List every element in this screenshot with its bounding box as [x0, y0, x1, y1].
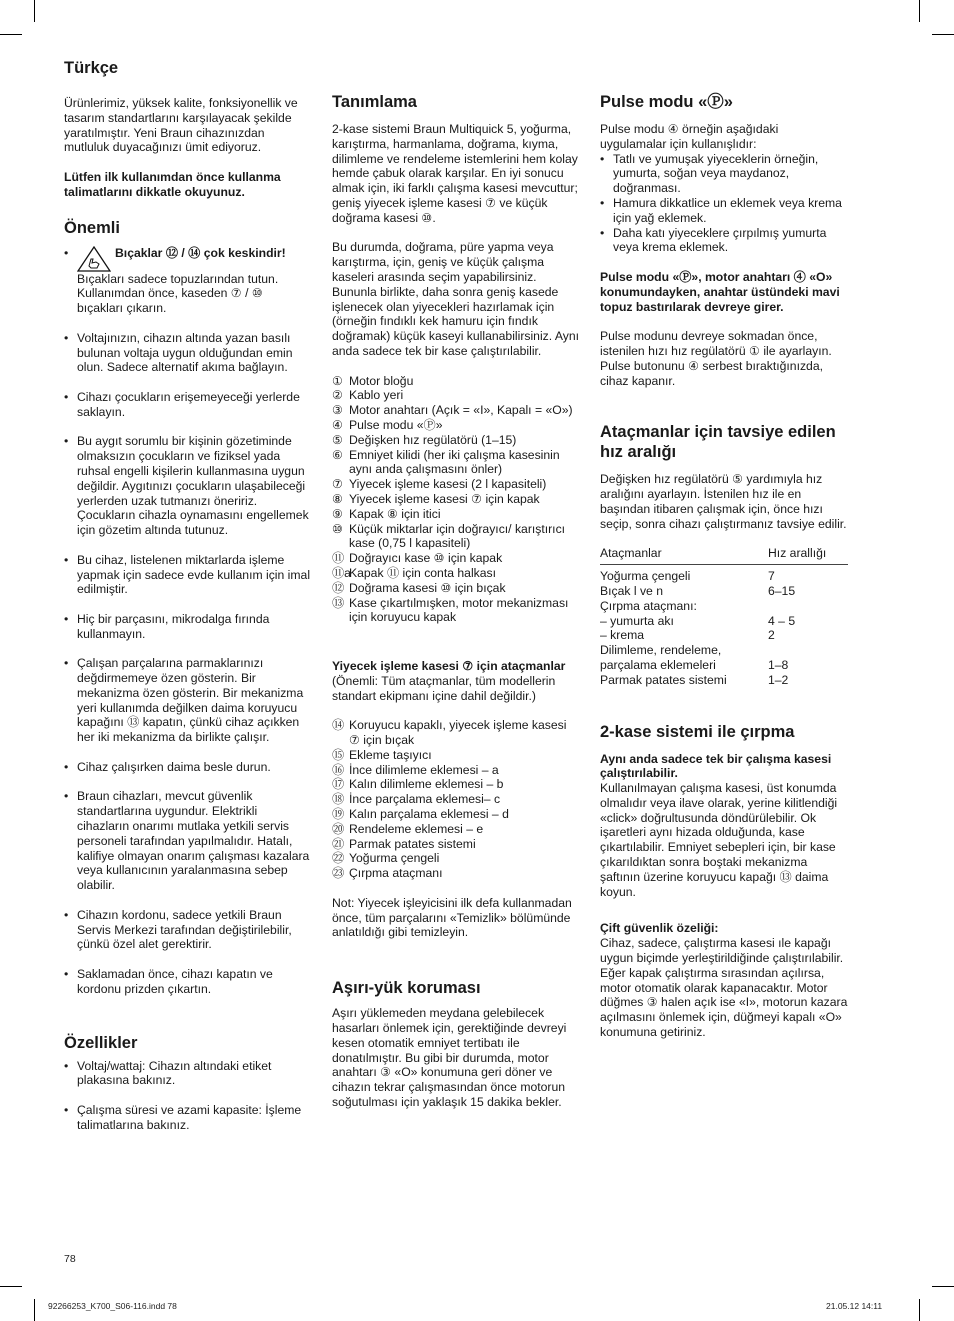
list-item: • Cihazın kordonu, sadece yetkili Braun Servis Merkezi tarafından değiştirilebilir, çünkü özel alet gerektirir. — [64, 908, 312, 952]
list-item: ⑩ Küçük miktarlar için doğrayıcı/ karıştırıcı kase (0,75 l kapasiteli) — [332, 521, 566, 551]
list-item: ⑤ Değişken hız regülatörü (1–15) — [332, 432, 517, 447]
safety-text: Cihaz, sadece, çalıştırma kasesi ıle kapağı uygun biçimde yerleştirildiğinde çalıştırılabilir. Eğer kapak çalıştırma sırasından açılırsa, motor otomatik olarak kapanacaktır. Motor düğmes ③ halen açık ise «I», motorun kazara açılmasını önlemek için, düğmeyi kapalı «O» konumuna getiriniz. — [600, 936, 848, 1040]
features-title: Özellikler — [64, 1033, 138, 1052]
list-item: ⑦ Yiyecek işleme kasesi (2 l kapasiteli) — [332, 477, 547, 492]
table-row: – yumurta akı 4 – 5 — [600, 613, 796, 628]
crop-mark — [919, 1299, 920, 1321]
speed-table-body — [600, 569, 848, 687]
table-row: Dilimleme, rendeleme, — [600, 643, 722, 658]
pulse-intro: Pulse modu ④ örneğin aşağıdaki uygulamalar için kullanışlıdır: — [600, 122, 779, 151]
overload-title: Aşırı-yük koruması — [332, 979, 481, 998]
list-item: • Hamura dikkatlice un eklemek veya krema için yağ eklemek. — [600, 196, 848, 226]
blades-warning-text: Bıçakları sadece topuzlarından tutun. Kullanımdan önce, kaseden ⑦ / ⑩ bıçakları çıkarın. — [77, 271, 279, 316]
list-item: • Cihazı çocukların erişemeyeceği yerlerde saklayın. — [64, 390, 312, 420]
list-item: • Daha katı yiyeceklere çırpılmış yumurta veya krema eklemek. — [600, 226, 848, 256]
crop-mark — [34, 0, 35, 22]
list-item: ⑨ Kapak ⑧ için itici — [332, 506, 441, 521]
attachments-note: (Önemli: Tüm ataçmanlar, tüm modellerin standart ekipmanı içine dahil değildir.) — [332, 673, 556, 703]
list-item: ⑳ Rendeleme eklemesi – e — [332, 821, 484, 836]
description-para-1: 2-kase sistemi Braun Multiquick 5, yoğurma, karıştırma, harmanlama, doğrama, kıyma, dilimleme ve rendeleme istemlerini hem kolay hemde çabuk olarak karşılar. En iyi sonucu almak için, iki farklı çalışma kasesi mevcuttur; geniş yiyecek işleme kasesi ⑦ ve küçük doğrama kasesi ⑩. — [332, 122, 578, 225]
list-item: ① Motor bloğu — [332, 373, 414, 388]
list-item: ③ Motor anahtarı (Açık = «I», Kapalı = «O») — [332, 403, 573, 418]
list-item: • Voltajınızın, cihazın altında yazan basılı bulunan voltaja uygun olduğundan emin olun. Sadece alternatif akıma bağlayın. — [64, 331, 312, 375]
crop-mark — [0, 1286, 22, 1287]
two-bowl-bold-text: Aynı anda sadece tek bir çalışma kasesi çalıştırılabilir. — [600, 751, 832, 781]
list-item: ㉓ Çırpma ataçmanı — [332, 866, 443, 881]
table-row: – krema 2 — [600, 628, 775, 643]
table-row: Yoğurma çengeli 7 — [600, 569, 775, 584]
description-title: Tanımlama — [332, 93, 417, 111]
list-item: ⑮ Ekleme taşıyıcı — [332, 747, 432, 762]
crop-mark — [0, 34, 22, 35]
page-number: 78 — [64, 1253, 76, 1265]
attachments-title: Yiyecek işleme kasesi ⑦ için ataçmanlar — [332, 659, 566, 674]
list-item: • Çalışan parçalarına parmaklarınızı değdirmemeye özen gösterin. Bir mekanizma özen gösterin. Bir mekanizma yeri kullanımda değilken daima koruyucu kapağını ⑬ kapatın, çünkü cihaz açıkken her iki mekanizma da birlikte çalışır. — [64, 656, 312, 745]
pulse-title: Pulse modu «Ⓟ» — [600, 93, 733, 111]
two-bowl-text: Kullanılmayan çalışma kasesi, üst konumda olmalıdır veya ilave olarak, yerine kilitlendiği «click» doğrultusunda döndürülebilir. Ok işaretleri aynı hizada olduğunda, kase çıkartılabilir. Emniyet sebepleri için, bir kase çıkarıldıktan sonra boştaki mekanizma şaftının üzerine koruyucu kapağı ⑬ daima koyun. — [600, 781, 838, 899]
list-item: ⑬ Kase çıkartılmışken, motor mekanizması için koruyucu kapak — [332, 595, 569, 625]
crop-mark — [932, 1286, 954, 1287]
list-item: • Tatlı ve yumuşak yiyeceklerin örneğin, yumurta, soğan veya maydanoz, doğranması. — [600, 152, 848, 196]
table-row: Çırpma ataçmanı: — [600, 598, 697, 613]
table-header-row — [600, 546, 848, 561]
list-item: ㉑ Parmak patates sistemi — [332, 836, 476, 851]
crop-mark — [932, 34, 954, 35]
column-3 — [600, 92, 848, 1040]
list-item: • Cihaz çalışırken daima besle durun. — [64, 760, 312, 775]
hand-warning-icon — [77, 246, 111, 272]
blades-warning-title: • Bıçaklar ⑫ / ⑭ çok keskindir! — [115, 245, 286, 260]
list-item: • Çalışma süresi ve azami kapasite: İşleme talimatlarına bakınız. — [64, 1103, 312, 1133]
table-header-cell: Hız arallığı — [768, 546, 827, 561]
parts-list — [332, 374, 580, 626]
attachments-list — [332, 718, 580, 881]
crop-mark — [919, 0, 920, 22]
table-row: Parmak patates sistemi 1–2 — [600, 672, 789, 687]
intro-bold-text: Lütfen ilk kullanımdan önce kullanma talimatlarını dikkatle okuyunuz. — [64, 169, 281, 199]
date-time: 21.05.12 14:11 — [826, 1301, 883, 1311]
overload-text: Aşırı yüklemeden meydana gelebilecek hasarları önlemek için, gerektiğinde devreyi kesen otomatik emniyet tertibatı ile donatılmıştır. Bu gibi bir durumda, motor anahtarı ③ «O» konumuna geri döner ve cihazın tekrar çalışmasından önce motorun soğutulması için yaklaşık 15 dakika bekler. — [332, 1006, 567, 1110]
list-item: ⑭ Koruyucu kapaklı, yiyecek işleme kasesi ⑦ için bıçak — [332, 718, 567, 748]
pulse-bold-text: Pulse modu «Ⓟ», motor anahtarı ④ «O» konumundayken, anahtar üstündeki mavi topuz bastırılarak devreye girer. — [600, 269, 840, 314]
table-row: parçalama eklemeleri 1–8 — [600, 657, 789, 672]
column-2 — [332, 92, 580, 1110]
table-rule — [600, 564, 848, 565]
list-item: ㉒ Yoğurma çengeli — [332, 851, 440, 866]
list-item: ⑪ Doğrayıcı kase ⑩ için kapak — [332, 551, 503, 566]
list-item: • Braun cihazları, mevcut güvenlik standartlarına uygundur. Elektrikli cihazların onarımı mutlaka yetkili servis personeli tarafından yapılmalıdır. Hatalı, kalifiye olmayan onarım çalışması kazalara veya kullanıcının yaralanmasına sebep olabilir. — [64, 789, 312, 893]
file-info: 92266253_K700_S06-116.indd 78 — [48, 1301, 177, 1311]
list-item: • Saklamadan önce, cihazı kapatın ve kordonu prizden çıkartın. — [64, 967, 312, 997]
description-para-2: Bu durumda, doğrama, püre yapma veya karıştırma, için, geniş ve küçük çalışma kaseleri arasında seçim yapabilirsiniz. Bununla birlikte, daha sonra geniş kasede işlenecek olan yiyecekleri hazırlamak için (örneğin fındıklı kek hamuru için fındık doğramak) küçük kaseyi kullanabilirsiniz. Aynı anda sadece tek bir kase çalıştırılabilir. — [332, 240, 580, 358]
blades-warning — [64, 246, 312, 316]
list-item: • Voltaj/wattaj: Cihazın altındaki etiket plakasına bakınız. — [64, 1059, 312, 1089]
column-1 — [64, 58, 312, 1133]
intro-text: Ürünlerimiz, yüksek kalite, fonksiyonellik ve tasarım standartlarını karşılayacak şekilde yaratılmıştır. Yeni Braun cihazınızdan mutluluk duyacağınızı ümit ediyoruz. — [64, 96, 298, 155]
list-item: • Bu cihaz, listelenen miktarlarda işleme yapmak için sadece evde kullanım için imal edilmiştir. — [64, 553, 312, 597]
list-item: ⑧ Yiyecek işleme kasesi ⑦ için kapak — [332, 491, 540, 506]
list-item: ⑲ Kalın parçalama eklemesi – d — [332, 807, 509, 822]
speed-title: Ataçmanlar için tavsiye edilen hız aralığı — [600, 423, 836, 462]
speed-intro: Değişken hız regülatörü ⑤ yardımıyla hız aralığını ayarlayın. İstenilen hız ile en başından itibaren çalışmak için, önce hızı seçip, sonra cihazı çalıştırmanız tavsiye edilir. — [600, 472, 847, 531]
list-item: ⑰ Kalın dilimleme eklemesi – b — [332, 777, 504, 792]
table-row: Bıçak l ve n 6–15 — [600, 583, 796, 598]
list-item: ② Kablo yeri — [332, 388, 404, 403]
list-item: • Bu aygıt sorumlu bir kişinin gözetiminde olmaksızın çocukların ve fiziksel yada ruhsal engelli kişilerin kullanmasına uygun değildir. Aygıtınızı çocukların ulaşabileceği yerlerden uzak tutmanızı öneririz. Çocukların cihazla oynamasını engellemek için gözetim altında tutunuz. — [64, 434, 312, 538]
list-item: ⑥ Emniyet kilidi (her iki çalışma kasesinin aynı anda çalışmasını önler) — [332, 447, 560, 477]
list-item: ④ Pulse modu «Ⓟ» — [332, 417, 443, 432]
list-item: ⑯ İnce dilimleme eklemesi – a — [332, 762, 499, 777]
list-item: ⑱ İnce parçalama eklemesi– c — [332, 792, 501, 807]
important-title: Önemli — [64, 218, 120, 237]
list-item: ⑫ Doğrama kasesi ⑩ için bıçak — [332, 580, 506, 595]
list-item: ⑪a Kapak ⑪ için conta halkası — [332, 565, 497, 580]
table-header-cell: Ataçmanlar — [600, 546, 662, 561]
two-bowl-title: 2-kase sistemi ile çırpma — [600, 722, 795, 741]
list-item: • Hiç bir parçasını, mikrodalga fırında kullanmayın. — [64, 612, 312, 642]
language-title: Türkçe — [64, 59, 119, 77]
pulse-text: Pulse modunu devreye sokmadan önce, istenilen hızı hız regülatörü ① ile ayarlayın. Pulse butonunu ④ serbest bıraktığınızda, cihaz kapanır. — [600, 329, 832, 388]
speed-table — [600, 546, 848, 561]
safety-title: Çift güvenlik özeliği: — [600, 921, 719, 936]
cleaning-note: Not: Yiyecek işleyicisini ilk defa kullanmadan önce, tüm parçalarını «Temizlik» bölümünde anlatıldığı gibi temizleyin. — [332, 895, 572, 940]
crop-mark — [34, 1299, 35, 1321]
